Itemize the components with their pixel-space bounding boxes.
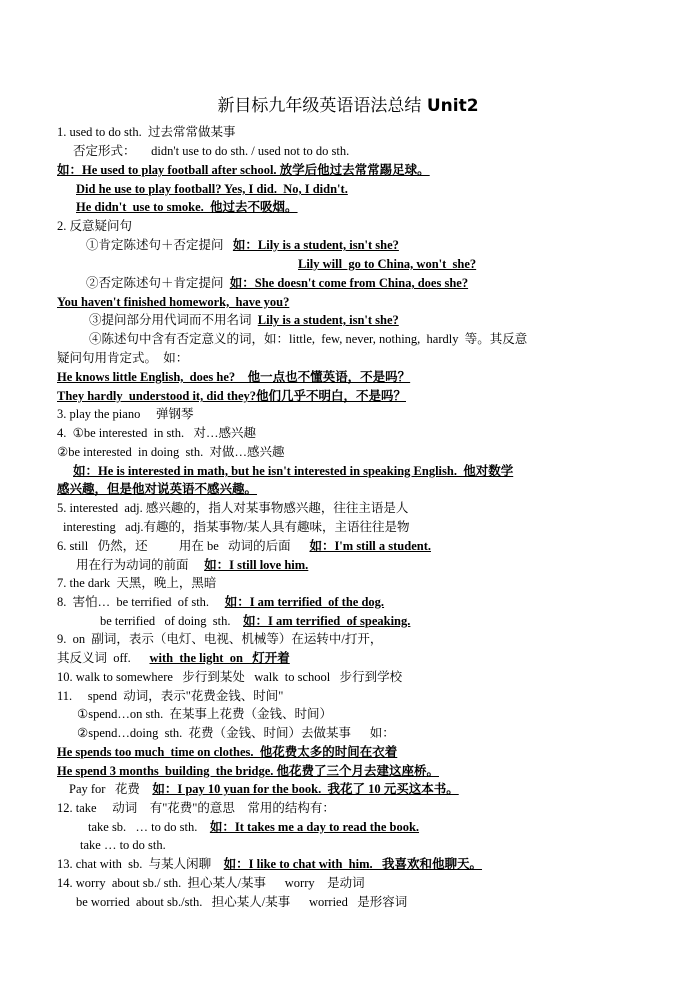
line-text: 11. spend 动词，表示"花费金钱、时间" bbox=[57, 689, 284, 703]
text-line bbox=[57, 688, 283, 705]
text-line bbox=[57, 444, 285, 461]
example-sentence: Lily is a student, isn't she? bbox=[257, 313, 399, 327]
example-sentence: He didn't use to smoke. 他过去不吸烟。 bbox=[76, 200, 298, 214]
text-line bbox=[57, 538, 431, 555]
text-line bbox=[57, 594, 384, 611]
text-line bbox=[73, 143, 349, 160]
example-sentence: 如：He is interested in math, but he isn't interested in speaking English. 他对数学 bbox=[73, 464, 514, 478]
text-line bbox=[57, 425, 256, 442]
text-line bbox=[298, 256, 476, 273]
line-text: be worried about sb./sth. 担心某人/某事 worried 是形容词 bbox=[76, 895, 408, 909]
line-text: 5. interested adj. 感兴趣的，指人对某事物感兴趣，往往主语是人 bbox=[57, 501, 409, 515]
example-sentence: 如：I am terrified of the dog. bbox=[224, 595, 385, 609]
line-text: Pay for 花费 bbox=[69, 782, 153, 796]
example-sentence: He spend 3 months building the bridge. 他花费了三个月去建这座桥。 bbox=[57, 764, 439, 778]
text-line bbox=[57, 124, 235, 141]
text-line bbox=[57, 744, 397, 761]
line-text: ②be interested in doing sth. 对做…感兴趣 bbox=[57, 445, 285, 459]
text-line bbox=[100, 613, 410, 630]
line-text: 用在行为动词的前面 bbox=[76, 558, 205, 572]
example-sentence: 如：I am terrified of speaking. bbox=[243, 614, 411, 628]
line-text: 12. take 动词 有"花费"的意思 常用的结构有： bbox=[57, 801, 335, 815]
text-line bbox=[57, 800, 335, 817]
line-text: 9. on 副词，表示（电灯、电视、机械等）在运转中/打开， bbox=[57, 632, 383, 646]
line-text: 3. play the piano 弹钢琴 bbox=[57, 407, 194, 421]
line-text: 其反义词 off. bbox=[57, 651, 150, 665]
line-text: 7. the dark 天黑，晚上，黑暗 bbox=[57, 576, 217, 590]
line-text: ④陈述句中含有否定意义的词，如：little, few, never, nothing, hardly 等。其反意 bbox=[89, 332, 528, 346]
text-line bbox=[86, 237, 399, 254]
example-sentence: 如：I like to chat with him. 我喜欢和他聊天。 bbox=[223, 857, 483, 871]
line-text: ③提问部分用代词而不用名词 bbox=[89, 313, 258, 327]
example-sentence: with the light on 灯开着 bbox=[149, 651, 290, 665]
line-text: take sb. … to do sth. bbox=[88, 820, 210, 834]
text-line bbox=[57, 875, 365, 892]
example-sentence: Did he use to play football? Yes, I did. No, I didn't. bbox=[76, 182, 348, 196]
text-line bbox=[76, 894, 407, 911]
line-text: 14. worry about sb./ sth. 担心某人/某事 worry 是动词 bbox=[57, 876, 365, 890]
line-text: 否定形式： didn't use to do sth. / used not to do sth. bbox=[73, 144, 350, 158]
text-line bbox=[57, 763, 439, 780]
text-line bbox=[76, 199, 298, 216]
text-line bbox=[57, 500, 408, 517]
example-sentence: 如：I pay 10 yuan for the book. 我花了 10 元买这本书。 bbox=[152, 782, 459, 796]
line-text: be terrified of doing sth. bbox=[100, 614, 244, 628]
example-sentence: Lily will go to China, won't she? bbox=[298, 257, 477, 271]
example-sentence: You haven't finished homework, have you? bbox=[57, 295, 290, 309]
text-line bbox=[88, 819, 419, 836]
example-sentence: They hardly understood it, did they?他们几乎不明白，不是吗？ bbox=[57, 389, 406, 403]
text-line bbox=[57, 162, 430, 179]
line-text: 2. 反意疑问句 bbox=[57, 219, 133, 233]
text-line bbox=[57, 369, 410, 386]
example-sentence: He spends too much time on clothes. 他花费太多的时间在衣着 bbox=[57, 745, 398, 759]
text-line bbox=[57, 406, 193, 423]
example-sentence: He knows little English, does he? 他一点也不懂英语，不是吗？ bbox=[57, 370, 411, 384]
text-line bbox=[89, 312, 399, 329]
example-sentence: 如：I'm still a student. bbox=[309, 539, 431, 553]
text-line bbox=[57, 294, 289, 311]
line-text: 疑问句用肯定式。 如： bbox=[57, 351, 189, 365]
line-text: 8. 害怕… be terrified of sth. bbox=[57, 595, 225, 609]
line-text: ②否定陈述句＋肯定提问 bbox=[86, 276, 230, 290]
line-text: ②spend…doing sth. 花费（金钱、时间）去做某事 如： bbox=[77, 726, 395, 740]
text-line bbox=[57, 218, 132, 235]
text-line bbox=[76, 557, 308, 574]
title-unit: Unit2 bbox=[426, 96, 479, 116]
line-text: take … to do sth. bbox=[80, 838, 166, 852]
text-line bbox=[80, 837, 166, 854]
text-line bbox=[57, 669, 402, 686]
text-line bbox=[57, 631, 382, 648]
line-text: ①肯定陈述句＋否定提问 bbox=[86, 238, 233, 252]
text-line bbox=[57, 388, 406, 405]
text-line bbox=[57, 575, 216, 592]
text-line bbox=[86, 275, 468, 292]
example-sentence: 如：Lily is a student, isn't she? bbox=[232, 238, 399, 252]
text-line bbox=[89, 331, 527, 348]
text-line bbox=[76, 181, 348, 198]
text-line bbox=[77, 725, 395, 742]
text-line bbox=[77, 706, 332, 723]
text-line bbox=[63, 519, 410, 536]
text-line bbox=[57, 350, 188, 367]
title-chinese: 新目标九年级英语语法总结 bbox=[217, 96, 422, 116]
line-text: 4. ①be interested in sth. 对…感兴趣 bbox=[57, 426, 257, 440]
example-sentence: 如：It takes me a day to read the book. bbox=[209, 820, 420, 834]
example-sentence: 感兴趣，但是他对说英语不感兴趣。 bbox=[57, 482, 258, 496]
line-text: 10. walk to somewhere 步行到某处 walk to school 步行到学校 bbox=[57, 670, 403, 684]
text-line bbox=[57, 856, 482, 873]
line-text: interesting adj.有趣的，指某事物/某人具有趣味，主语往往是物 bbox=[63, 520, 410, 534]
example-sentence: 如：I still love him. bbox=[204, 558, 309, 572]
text-line bbox=[73, 463, 513, 480]
text-line bbox=[69, 781, 459, 798]
line-text: 13. chat with sb. 与某人闲聊 bbox=[57, 857, 224, 871]
line-text: ①spend…on sth. 在某事上花费（金钱、时间） bbox=[77, 707, 332, 721]
example-sentence: 如：He used to play football after school. 放学后他过去常常踢足球。 bbox=[57, 163, 430, 177]
text-line bbox=[57, 481, 257, 498]
page-title bbox=[0, 91, 696, 116]
line-text: 1. used to do sth. 过去常常做某事 bbox=[57, 125, 236, 139]
text-line bbox=[57, 650, 290, 667]
line-text: 6. still 仍然，还 用在 be 动词的后面 bbox=[57, 539, 310, 553]
example-sentence: 如：She doesn't come from China, does she? bbox=[229, 276, 469, 290]
